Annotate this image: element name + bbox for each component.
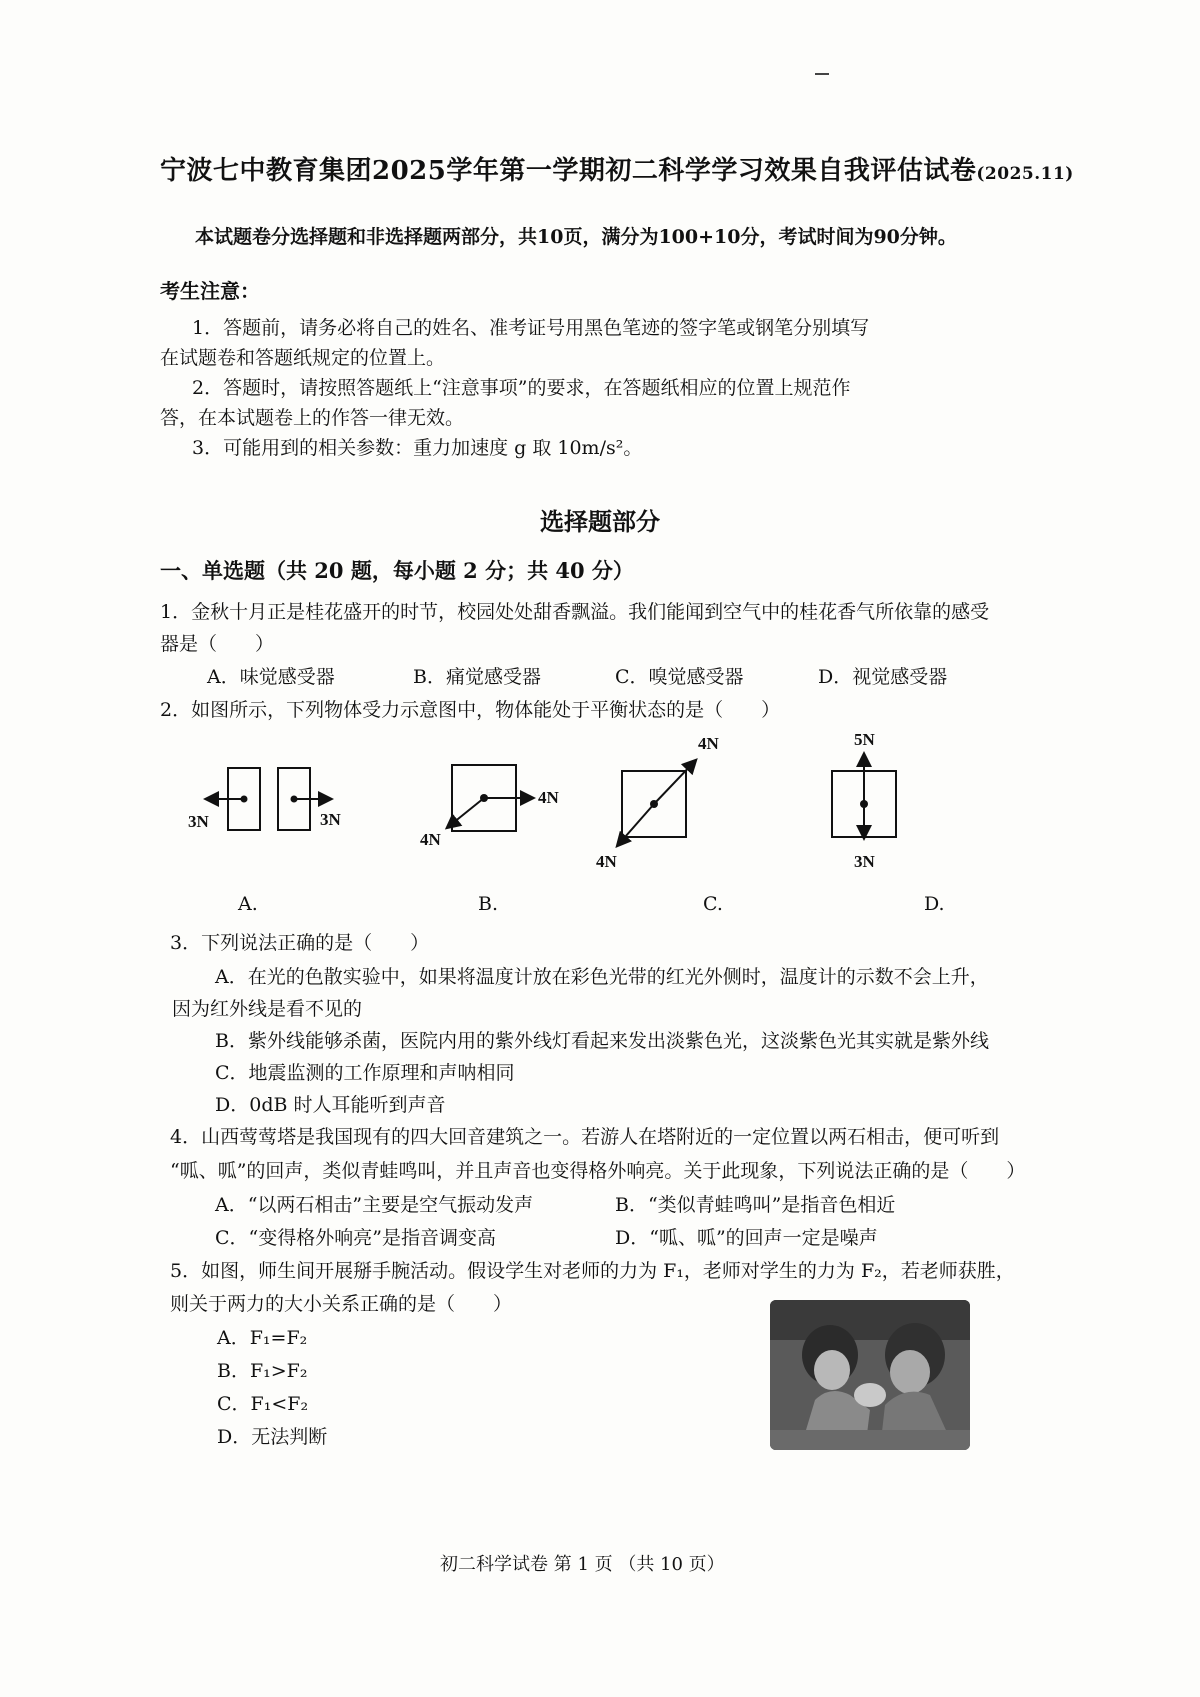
q5-stem-cont: 则关于两力的大小关系正确的是（ ） (170, 1293, 513, 1315)
q4-option-b: B．“类似青蛙鸣叫”是指音色相近 (615, 1194, 896, 1216)
q5-option-a: A．F₁=F₂ (217, 1327, 308, 1349)
q2-figures (170, 725, 970, 899)
figure-d (832, 730, 896, 871)
fig-d-bottom-label: 3N (854, 852, 875, 871)
q3-stem: 3．下列说法正确的是（ ） (170, 932, 430, 954)
q1-option-b: B．痛觉感受器 (413, 666, 541, 688)
arm-wrestling-photo (770, 1300, 970, 1450)
fig-a-right-label: 3N (320, 810, 341, 829)
force-diagrams (170, 725, 970, 895)
q1-option-c: C．嗅觉感受器 (615, 666, 744, 688)
q1-option-d: D．视觉感受器 (818, 666, 948, 688)
fig-c-top-label: 4N (698, 734, 719, 753)
q4-option-c: C．“变得格外响亮”是指音调变高 (215, 1227, 496, 1249)
q5-stem: 5．如图，师生间开展掰手腕活动。假设学生对老师的力为 F₁，老师对学生的力为 F₂，若老师获胜， (170, 1260, 1015, 1282)
q4-option-a: A．“以两石相击”主要是空气振动发声 (215, 1194, 534, 1216)
fig-d-top-label: 5N (854, 730, 875, 749)
q1-option-a: A．味觉感受器 (207, 666, 335, 688)
figure-c (596, 734, 720, 871)
q2-label-a: A. (238, 893, 258, 915)
fig-a-left-label: 3N (188, 812, 209, 831)
fig-b-right-label: 4N (538, 788, 559, 807)
q5-option-c: C．F₁<F₂ (217, 1393, 309, 1415)
notice-item-1-cont: 在试题卷和答题纸规定的位置上。 (160, 347, 446, 369)
q2-label-b: B. (478, 893, 499, 915)
q5-option-d: D．无法判断 (217, 1426, 328, 1448)
q1-stem-cont: 器是（ ） (160, 633, 275, 655)
q5-option-b: B．F₁>F₂ (217, 1360, 308, 1382)
figure-b (420, 765, 560, 849)
exam-date: (2025.11) (976, 164, 1074, 184)
q2-label-c: C. (703, 893, 723, 915)
fig-c-bottom-label: 4N (596, 852, 617, 871)
notice-item-2: 2．答题时，请按照答题纸上“注意事项”的要求，在答题纸相应的位置上规范作 (192, 377, 851, 399)
q3-option-b: B．紫外线能够杀菌，医院内用的紫外线灯看起来发出淡紫色光，这淡紫色光其实就是紫外线 (215, 1030, 989, 1052)
notice-item-1: 1．答题前，请务必将自己的姓名、准考证号用黑色笔迹的签字笔或钢笔分别填写 (192, 317, 870, 339)
q3-option-a: A．在光的色散实验中，如果将温度计放在彩色光带的红光外侧时，温度计的示数不会上升， (215, 966, 989, 988)
q4-option-d: D．“呱、呱”的回声一定是噪声 (615, 1227, 878, 1249)
q2-label-d: D. (924, 893, 945, 915)
exam-intro: 本试题卷分选择题和非选择题两部分，共10页，满分为100+10分，考试时间为90分钟。 (195, 226, 957, 248)
q3-option-a-cont: 因为红外线是看不见的 (172, 998, 363, 1020)
q3-option-c: C．地震监测的工作原理和声呐相同 (215, 1062, 515, 1084)
page-footer: 初二科学试卷 第 1 页 （共 10 页） (440, 1554, 725, 1575)
notice-item-3: 3．可能用到的相关参数：重力加速度 g 取 10m/s²。 (192, 437, 643, 459)
scan-mark (815, 73, 829, 75)
q4-stem: 4．山西莺莺塔是我国现有的四大回音建筑之一。若游人在塔附近的一定位置以两石相击，便可听到 (170, 1126, 1000, 1148)
notice-item-2-cont: 答，在本试题卷上的作答一律无效。 (160, 407, 465, 429)
figure-a (188, 768, 342, 831)
notice-heading: 考生注意： (160, 279, 260, 303)
fig-b-left-label: 4N (420, 830, 441, 849)
q4-stem-cont: “呱、呱”的回声，类似青蛙鸣叫，并且声音也变得格外响亮。关于此现象，下列说法正确的是（ ） (170, 1160, 1026, 1182)
q2-stem: 2．如图所示，下列物体受力示意图中，物体能处于平衡状态的是（ ） (160, 699, 781, 721)
part-title: 一、单选题（共 20 题，每小题 2 分；共 40 分） (160, 558, 634, 583)
exam-title: 宁波七中教育集团2025学年第一学期初二科学学习效果自我评估试卷(2025.11) (160, 156, 1074, 186)
q3-option-d: D．0dB 时人耳能听到声音 (215, 1094, 446, 1116)
q1-stem: 1．金秋十月正是桂花盛开的时节，校园处处甜香飘溢。我们能闻到空气中的桂花香气所依靠的感受 (160, 601, 990, 623)
section-title: 选择题部分 (540, 507, 660, 536)
